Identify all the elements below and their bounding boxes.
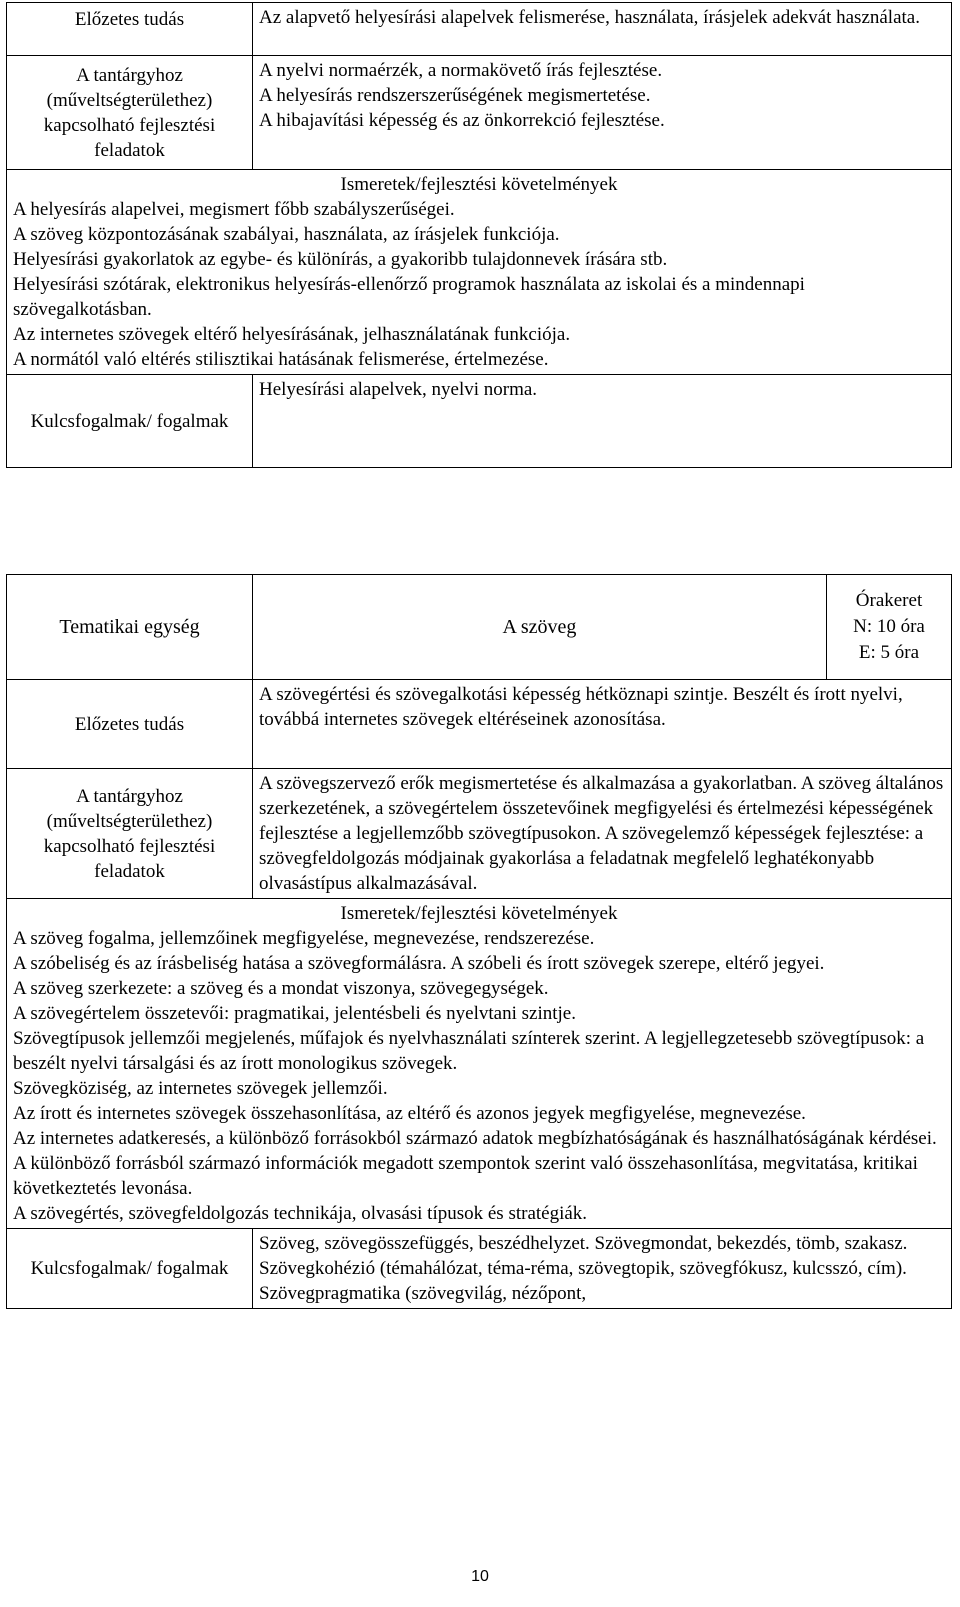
kulcsfogalmak-text-2: Szöveg, szövegösszefüggés, beszédhelyzet. Szövegmondat, bekezdés, tömb, szakasz. Szövegkohézió (témahálózat, téma-réma, szövegtopik, szövegfókusz, kulcsszó, cím). Szövegpragmatika (szövegvilág, nézőpont, bbox=[253, 1229, 952, 1309]
row-feladatok-2 bbox=[7, 769, 952, 899]
requirement-line: Szövegköziség, az internetes szövegek jellemzői. bbox=[13, 1078, 388, 1099]
orakeret-cell bbox=[827, 575, 952, 680]
elozetes-text: Az alapvető helyesírási alapelvek felismerése, használata, írásjelek adekvát használata. bbox=[253, 3, 952, 56]
requirement-line: A különböző forrásból származó információk megadott szempontok szerint való összehasonlítása, megvitatása, kritikai következtetés levonása. bbox=[13, 1153, 918, 1199]
row-feladatok bbox=[7, 56, 952, 170]
requirement-line: A normától való eltérés stilisztikai hatásának felismerése, értelmezése. bbox=[13, 349, 549, 370]
row-requirements bbox=[7, 170, 952, 375]
requirement-line: Az írott és internetes szövegek összehasonlítása, az eltérő és azonos jegyek megfigyelése, megnevezése. bbox=[13, 1103, 806, 1124]
table-helyesiras bbox=[6, 2, 952, 468]
row-elozetes-2 bbox=[7, 680, 952, 769]
requirements-cell bbox=[7, 170, 952, 375]
tematikai-label: Tematikai egység bbox=[7, 575, 253, 680]
orakeret-line: Órakeret bbox=[855, 590, 923, 611]
requirement-line: A szövegértelem összetevői: pragmatikai, jelentésbeli és nyelvtani szintje. bbox=[13, 1003, 576, 1024]
row-elozetes bbox=[7, 3, 952, 56]
requirement-line: Helyesírási gyakorlatok az egybe- és különírás, a gyakoribb tulajdonnevek írására stb. bbox=[13, 249, 668, 270]
requirement-line: A helyesírás alapelvei, megismert főbb szabályszerűségei. bbox=[13, 199, 455, 220]
requirement-line: Helyesírási szótárak, elektronikus helyesírás-ellenőrző programok használata az iskolai és a mindennapi szövegalkotásban. bbox=[13, 274, 805, 320]
feladatok-line: A nyelvi normaérzék, a normakövető írás fejlesztése. bbox=[259, 60, 663, 81]
requirements-cell-2 bbox=[7, 899, 952, 1229]
kulcsfogalmak-text: Helyesírási alapelvek, nyelvi norma. bbox=[253, 375, 952, 468]
elozetes-label: Előzetes tudás bbox=[7, 3, 253, 56]
elozetes-text-2: A szövegértési és szövegalkotási képesség hétköznapi szintje. Beszélt és írott nyelvi, továbbá internetes szövegek eltéréseinek azonosítása. bbox=[253, 680, 952, 769]
unit-title: A szöveg bbox=[253, 575, 827, 680]
requirements-title-2: Ismeretek/fejlesztési követelmények bbox=[340, 903, 618, 924]
requirement-line: Szövegtípusok jellemzői megjelenés, műfajok és nyelvhasználati színterek szerint. A legjellegzetesebb szövegtípusok: a beszélt nyelvi társalgási és az írott monologikus szövegek. bbox=[13, 1028, 925, 1074]
requirement-line: A szöveg fogalma, jellemzőinek megfigyelése, megnevezése, rendszerezése. bbox=[13, 928, 595, 949]
kulcsfogalmak-label: Kulcsfogalmak/ fogalmak bbox=[7, 375, 253, 468]
requirement-line: A szövegértés, szövegfeldolgozás technikája, olvasási típusok és stratégiák. bbox=[13, 1203, 588, 1224]
orakeret-line: E: 5 óra bbox=[858, 642, 920, 663]
requirement-line: A szóbeliség és az írásbeliség hatása a szövegformálásra. A szóbeli és írott szövegek szerepe, eltérő jegyei. bbox=[13, 953, 825, 974]
requirements-title: Ismeretek/fejlesztési követelmények bbox=[340, 174, 618, 195]
page-number: 10 bbox=[471, 1568, 489, 1585]
requirement-line: A szöveg központozásának szabályai, használata, az írásjelek funkciója. bbox=[13, 224, 560, 245]
elozetes-label-2: Előzetes tudás bbox=[7, 680, 253, 769]
feladatok-label-2: A tantárgyhoz (műveltségterülethez) kapcsolható fejlesztési feladatok bbox=[7, 769, 253, 899]
row-kulcsfogalmak bbox=[7, 375, 952, 468]
feladatok-line: A hibajavítási képesség és az önkorrekció fejlesztése. bbox=[259, 110, 665, 131]
requirement-line: Az internetes adatkeresés, a különböző forrásokból származó adatok megbízhatóságának és használhatóságának kérdései. bbox=[13, 1128, 937, 1149]
feladatok-cell bbox=[253, 56, 952, 170]
feladatok-label: A tantárgyhoz (műveltségterülethez) kapcsolható fejlesztési feladatok bbox=[7, 56, 253, 170]
kulcsfogalmak-label-2: Kulcsfogalmak/ fogalmak bbox=[7, 1229, 253, 1309]
orakeret-line: N: 10 óra bbox=[853, 616, 925, 637]
row-kulcsfogalmak-2 bbox=[7, 1229, 952, 1309]
row-tematikai bbox=[7, 575, 952, 680]
row-requirements-2 bbox=[7, 899, 952, 1229]
table-szoveg bbox=[6, 574, 952, 1309]
feladatok-line: A helyesírás rendszerszerűségének megismertetése. bbox=[259, 85, 651, 106]
requirement-line: Az internetes szövegek eltérő helyesírásának, jelhasználatának funkciója. bbox=[13, 324, 571, 345]
feladatok-text-2: A szövegszervező erők megismertetése és alkalmazása a gyakorlatban. A szöveg általános szerkezetének, a szövegértelem összetevőinek megfigyelési és értelmezési képességének fejlesztése a legjellemzőbb szövegtípusokon. A szövegelemző képességek fejlesztése: a szövegfeldolgozás módjainak gyakorlása a feladatnak megfelelő leghatékonyabb olvasástípus alkalmazásával. bbox=[253, 769, 952, 899]
requirement-line: A szöveg szerkezete: a szöveg és a mondat viszonya, szövegegységek. bbox=[13, 978, 549, 999]
